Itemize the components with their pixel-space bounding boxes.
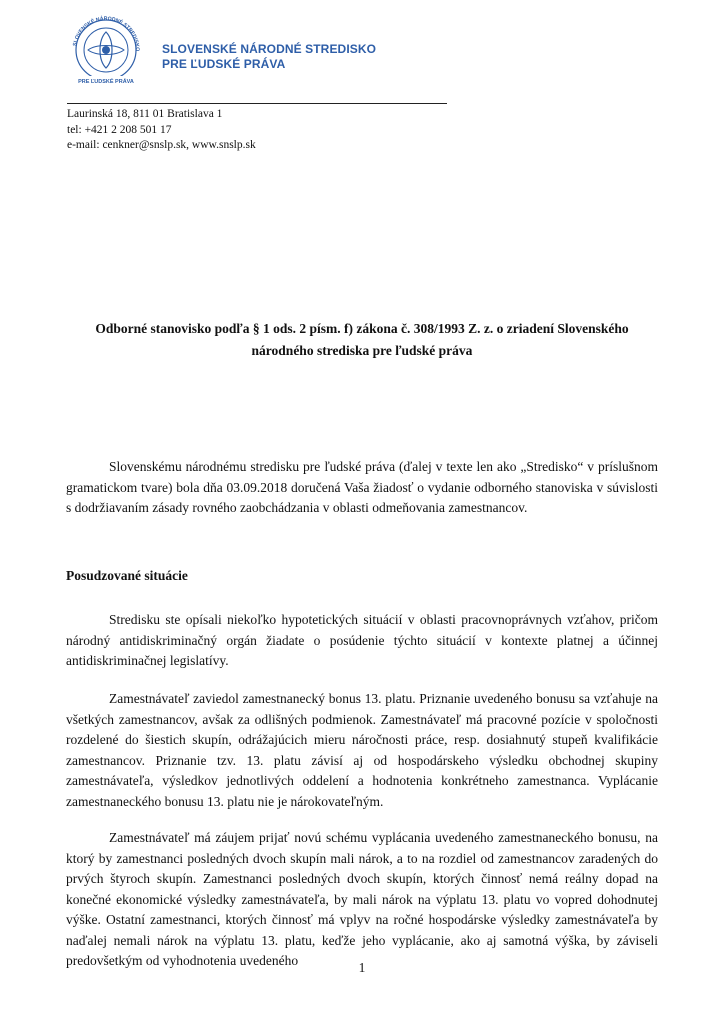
header-divider: [67, 103, 447, 104]
organization-name-line2: PRE ĽUDSKÉ PRÁVA: [162, 57, 286, 71]
section-heading: Posudzované situácie: [66, 568, 188, 583]
phone: tel: +421 2 208 501 17: [67, 123, 172, 136]
document-title: Odborné stanovisko podľa § 1 ods. 2 písm. f) zákona č. 308/1993 Z. z. o zriadení Slovenského národného strediska pre ľudské práva: [95, 321, 629, 358]
paragraph-1: Stredisku ste opísali niekoľko hypotetických situácií v oblasti pracovnoprávnych vzťahov, pričom národný antidiskriminačný orgán žiadate o posúdenie týchto situácií v kontexte platnej a účinnej antidiskriminačnej legislatívy.: [66, 612, 658, 668]
logo-ring-text: SLOVENSKÉ NÁRODNÉ STREDISKO: [72, 15, 141, 52]
logo-bottom-text: PRE ĽUDSKÉ PRÁVA: [78, 79, 134, 85]
intro-paragraph: Slovenskému národnému stredisku pre ľudské práva (ďalej v texte len ako „Stredisko“ v príslušnom gramatickom tvare) bola dňa 03.09.2018 doručená Vaša žiadosť o vydanie odborného stanoviska v súvislosti s dodržiavaním zásady rovného zaobchádzania v oblasti odmeňovania zamestnancov.: [66, 459, 658, 515]
paragraph-2: Zamestnávateľ zaviedol zamestnanecký bonus 13. platu. Priznanie uvedeného bonusu sa vzťahuje na všetkých zamestnancov, avšak za odlišných podmienok. Zamestnávateľ má pracovné pozície v spoločnosti rozdelené do šiestich skupín, odrážajúcich mieru náročnosti práce, resp. dosiahnutý stupeň kvalifikácie zamestnancov. Priznanie tzv. 13. platu závisí aj od hospodárskeho výsledku obchodnej skupiny zamestnávateľa, výsledkov jednotlivých oddelení a hodnotenia konkrétneho zamestnanca. Vyplácanie zamestnaneckého bonusu 13. platu nie je nárokovateľným.: [66, 691, 658, 809]
paragraph-3: Zamestnávateľ má záujem prijať novú schému vyplácania uvedeného zamestnaneckého bonusu, na ktorý by zamestnanci posledných dvoch skupín mali nárok, a to na rozdiel od zamestnancov zaradených do prvých štyroch skupín. Zamestnanci posledných dvoch skupín, ktorých činnosť nemá reálny dopad na konečné ekonomické výsledky zamestnávateľa, by mali nárok na výplatu 13. platu vo vopred dohodnutej výške. Ostatní zamestnanci, ktorých činnosť má vplyv na ročné hospodárske výsledky zamestnávateľa by naďalej nemali nárok na výplatu 13. platu, keďže jeho vyplácanie, ako aj samotná výška, by záviseli predovšetkým od vyhodnotenia uvedeného: [66, 830, 658, 968]
organization-name: [162, 42, 376, 72]
contact-block: [67, 107, 256, 154]
organization-name-line1: SLOVENSKÉ NÁRODNÉ STREDISKO: [162, 42, 377, 56]
organization-logo: [62, 14, 150, 86]
email: e-mail: cenkner@snslp.sk, www.snslp.sk: [67, 139, 256, 151]
logo-emblem-icon: [62, 14, 150, 86]
page-number: 1: [358, 960, 366, 975]
address: Laurinská 18, 811 01 Bratislava 1: [67, 108, 223, 120]
